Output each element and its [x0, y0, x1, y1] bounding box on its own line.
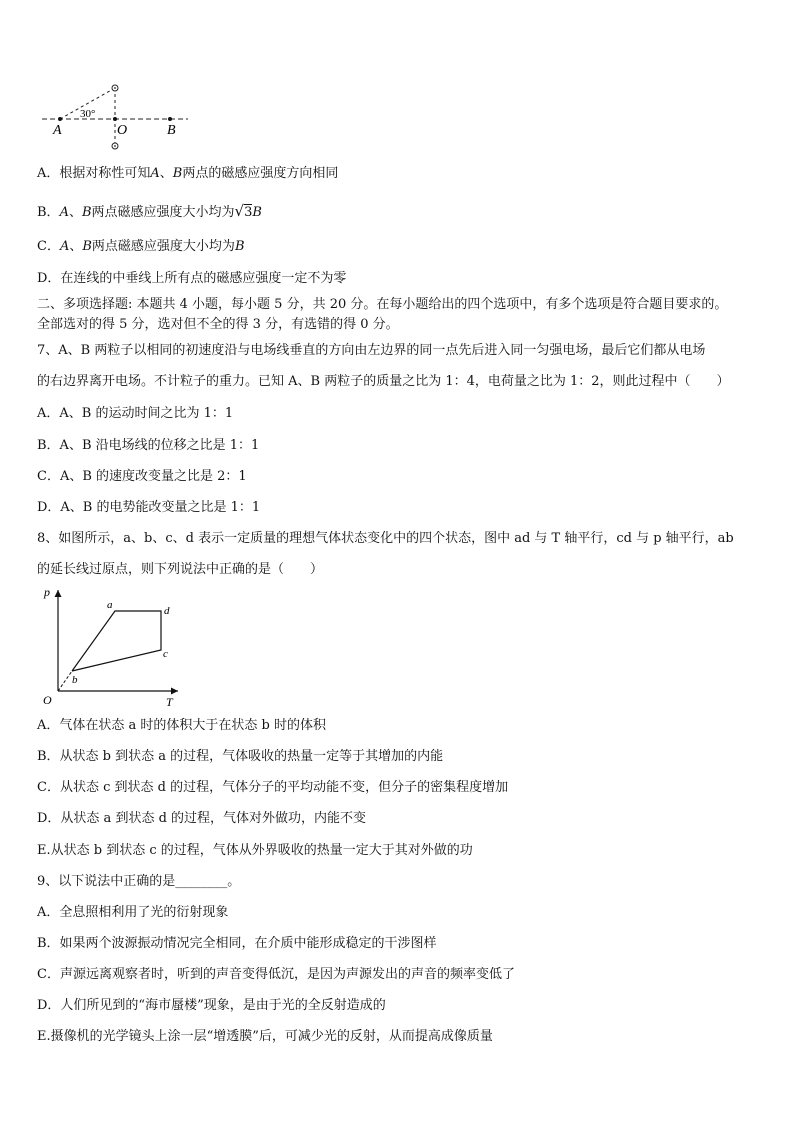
T-label: T	[166, 695, 173, 709]
pT-diagram	[38, 584, 188, 710]
q9-option-a: A．全息照相利用了光的衍射现象	[37, 905, 229, 920]
q6-option-d: D．在连线的中垂线上所有点的磁感应强度一定不为零	[37, 271, 347, 286]
q8-option-d: D．从状态 a 到状态 d 的过程，气体对外做功，内能不变	[37, 811, 367, 826]
magnetic-field-figure	[40, 82, 200, 152]
label-B: B	[167, 123, 176, 138]
q7-option-a: A．A、B 的运动时间之比为 1：1	[37, 406, 234, 421]
point-A-dot	[58, 117, 62, 121]
q6-option-a: A．根据对称性可知A、B两点的磁感应强度方向相同	[37, 166, 339, 181]
q8-option-b: B．从状态 b 到状态 a 的过程，气体吸收的热量一定等于其增加的内能	[37, 749, 444, 764]
q6-option-b: B．A、B两点磁感应强度大小均为√3B	[37, 202, 262, 220]
q9-option-d: D．人们所见到的“海市蜃楼”现象，是由于光的全反射造成的	[37, 998, 386, 1013]
q8-option-c: C．从状态 c 到状态 d 的过程，气体分子的平均动能不变，但分子的密集程度增加	[37, 780, 509, 795]
angle-label: 30°	[80, 108, 96, 120]
q8-stem-line2: 的延长线过原点，则下列说法中正确的是（ ）	[37, 562, 324, 577]
q9-option-c: C．声源远离观察者时，听到的声音变得低沉，是因为声源发出的声音的频率变低了	[37, 967, 515, 982]
label-A: A	[53, 123, 62, 138]
label-O: O	[117, 123, 128, 138]
q7-option-d: D．A、B 的电势能改变量之比是 1：1	[37, 500, 261, 515]
q9-stem: 9、以下说法中正确的是________。	[37, 874, 241, 889]
q7-option-b: B．A、B 沿电场线的位移之比是 1：1	[37, 438, 260, 453]
sqrt-sign-icon: √	[234, 202, 245, 220]
section2-line2: 全部选对的得 5 分，选对但不全的得 3 分，有选错的得 0 分。	[37, 317, 399, 332]
cycle-path	[72, 611, 161, 671]
q7-option-c: C．A、B 的速度改变量之比是 2：1	[37, 469, 247, 484]
q7-stem-line1: 7、A、B 两粒子以相同的初速度沿与电场线垂直的方向由左边界的同一点先后进入同一匀强电场，最后它们都从电场	[37, 343, 706, 358]
point-B-dot	[168, 117, 172, 121]
q9-option-e: E.摄像机的光学镜头上涂一层“增透膜”后，可减少光的反射，从而提高成像质量	[37, 1029, 493, 1044]
point-b-label: b	[72, 674, 78, 686]
point-c-label: c	[163, 648, 168, 660]
q6-option-c: C．A、B两点磁感应强度大小均为B	[37, 239, 245, 254]
extension-dashed-line	[58, 671, 72, 691]
section2-line1: 二、多项选择题: 本题共 4 小题，每小题 5 分，共 20 分。在每小题给出的四个选项中，有多个选项是符合题目要求的。	[37, 297, 728, 312]
q8-option-e: E.从状态 b 到状态 c 的过程，气体从外界吸收的热量一定大于其对外做的功	[37, 843, 473, 858]
point-a-label: a	[107, 599, 113, 611]
q8-stem-line1: 8、如图所示，a、b、c、d 表示一定质量的理想气体状态变化中的四个状态，图中 ad 与 T 轴平行，cd 与 p 轴平行，ab	[37, 531, 734, 546]
q9-option-b: B．如果两个波源振动情况完全相同，在介质中能形成稳定的干涉图样	[37, 936, 437, 951]
p-label: p	[44, 585, 50, 599]
point-d-label: d	[164, 605, 170, 617]
q7-stem-line2: 的右边界离开电场。不计粒子的重力。已知 A、B 两粒子的质量之比为 1：4，电荷量之比为 1：2，则此过程中（ ）	[37, 374, 730, 389]
origin-label: O	[43, 693, 52, 707]
point-O-dot	[113, 117, 117, 121]
q8-option-a: A．气体在状态 a 时的体积大于在状态 b 时的体积	[37, 718, 326, 733]
